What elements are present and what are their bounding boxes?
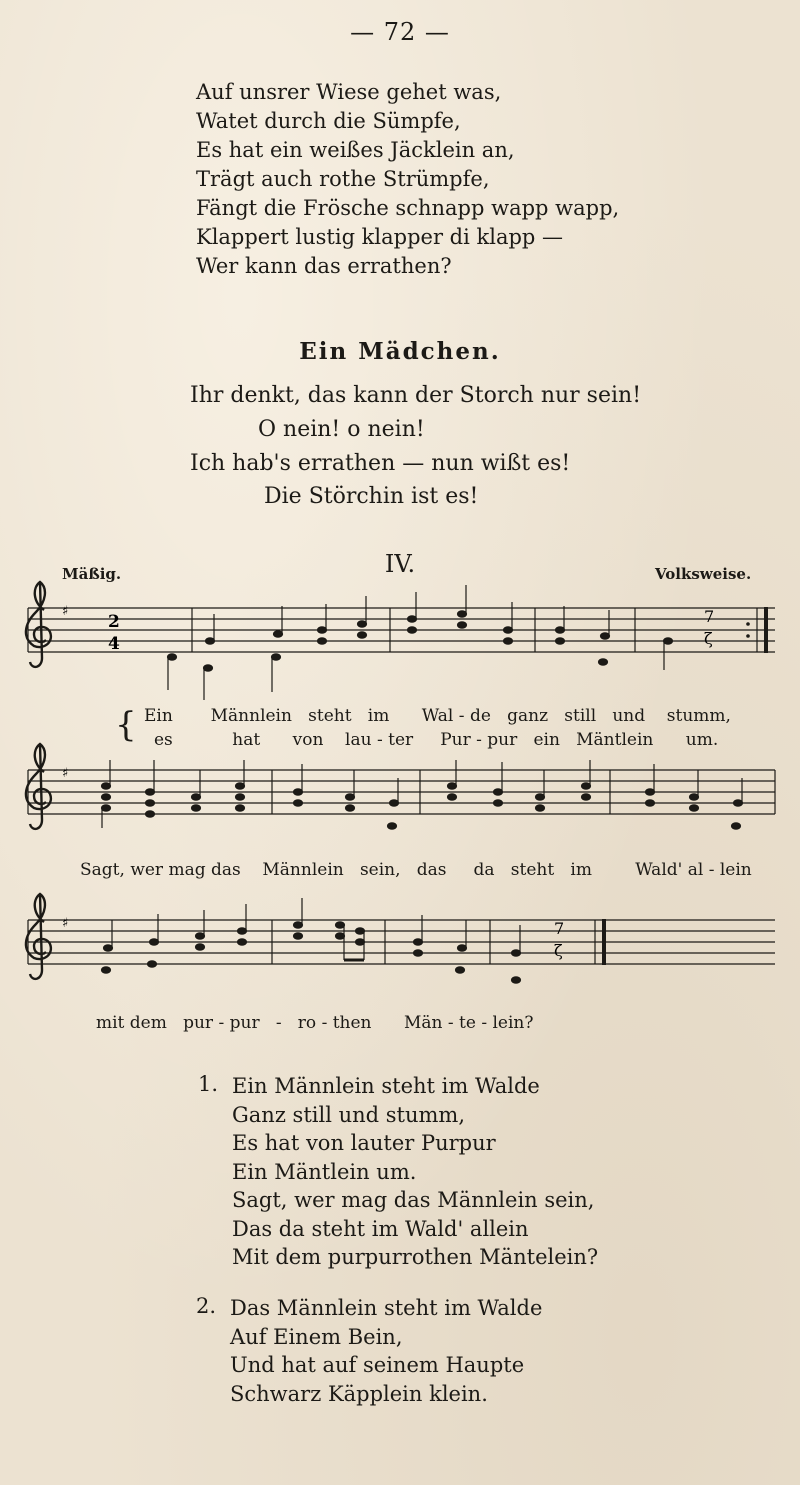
page-number: — 72 — [350, 18, 450, 46]
lyric-word: - [275, 1013, 282, 1033]
lyric-word: und [612, 706, 646, 726]
staff-3-notes [102, 898, 521, 983]
lyric-word: mag [168, 860, 206, 880]
quarter-rest-icon: ζ [704, 629, 713, 648]
lyric-word: ro [297, 1013, 317, 1033]
staff-1-notes [168, 585, 673, 700]
stanza-line: Auf Einem Bein, [230, 1324, 403, 1349]
eighth-rest-icon: 7 [704, 607, 715, 626]
stanza-line: Ein Mäntlein um. [232, 1159, 417, 1184]
poem-line: Auf unsrer Wiese gehet was, [196, 80, 502, 104]
lyric-word: Sagt, [80, 860, 125, 880]
stanza-line: Das da steht im Wald' allein [232, 1216, 529, 1241]
lyric-word: stumm, [666, 706, 731, 726]
lyric-word: lau [345, 730, 372, 750]
poem-line: Watet durch die Sümpfe, [196, 109, 461, 133]
lyric-word: ganz [507, 706, 549, 726]
lyric-word: steht [308, 706, 352, 726]
lyric-word: - [708, 860, 715, 880]
lyric-word: - [481, 1013, 488, 1033]
stanza-line: Ein Männlein steht im Walde [232, 1074, 540, 1098]
stanza-line: Sagt, wer mag das Männlein sein, [232, 1188, 595, 1212]
lyrics-verse-1 [144, 706, 731, 726]
lyric-word: dem [129, 1013, 167, 1033]
lyric-word: Wald' [635, 860, 683, 880]
key-sharp-icon: ♯ [62, 766, 69, 781]
lyric-word: hat [232, 730, 261, 750]
treble-clef-icon [26, 744, 51, 829]
lyric-word: mit [96, 1013, 125, 1033]
poem-line: Wer kann das errathen? [196, 254, 452, 278]
lyric-word: Wal [421, 706, 454, 726]
lyrics-line-2 [80, 860, 752, 880]
staff-1 [26, 582, 775, 700]
lyric-word: Ein [144, 706, 173, 726]
lyric-word: das [416, 860, 447, 880]
lyric-word: von [292, 730, 324, 750]
lyric-word: - [218, 1013, 225, 1033]
lyric-word: da [473, 860, 495, 880]
stanza-line: Es hat von lauter Purpur [232, 1131, 496, 1155]
lyrics-brace-icon: { [115, 705, 137, 745]
key-sharp-icon: ♯ [62, 604, 69, 619]
stanza-line: Und hat auf seinem Haupte [230, 1353, 525, 1377]
stanza-1 [232, 1072, 598, 1272]
riddle-line: Ich hab's errathen — nun wißt es! [190, 451, 571, 476]
lyric-word: - [376, 730, 383, 750]
lyric-word: de [469, 706, 491, 726]
staff-3 [26, 894, 775, 983]
lyric-word: Männlein [262, 860, 344, 880]
time-sig-top: 2 [108, 612, 120, 632]
riddle-line: Ihr denkt, das kann der Storch nur sein! [190, 383, 642, 408]
lyric-word: then [332, 1013, 372, 1033]
lyric-word: im [570, 860, 592, 880]
treble-clef-icon [26, 582, 51, 667]
lyric-word: um. [685, 730, 719, 750]
stanza-line: Das Männlein steht im Walde [230, 1296, 543, 1320]
lyric-word: al [687, 860, 704, 880]
poem-line: Trägt auch rothe Strümpfe, [196, 167, 490, 191]
lyric-word: lein [719, 860, 752, 880]
lyrics-line-3 [96, 1013, 533, 1033]
poem-line: Klappert lustig klapper di klapp — [196, 225, 564, 249]
key-sharp-icon: ♯ [62, 916, 69, 931]
song-number: IV. [384, 550, 416, 578]
lyric-word: steht [510, 860, 555, 880]
stanza-line: Ganz still und stumm, [232, 1102, 466, 1127]
stanza-1-number: 1. [198, 1072, 219, 1096]
lyric-word: im [367, 706, 390, 726]
lyric-word: es [154, 730, 173, 750]
lyric-word: - [458, 706, 465, 726]
section-title: Ein Mädchen. [299, 338, 501, 365]
lyric-word: ein [533, 730, 560, 750]
staff-2 [26, 744, 775, 829]
eighth-rest-icon: 7 [554, 919, 565, 938]
time-sig-bottom: 4 [108, 634, 120, 654]
stanza-line: Schwarz Käpplein klein. [230, 1381, 488, 1406]
lyric-word: wer [130, 860, 164, 880]
lyric-word: pur [487, 730, 518, 750]
lyric-word: - [321, 1013, 328, 1033]
lyric-word: ter [388, 730, 414, 750]
lyric-word: Pur [440, 730, 471, 750]
stanza-2 [230, 1294, 542, 1408]
poem-line: Es hat ein weißes Jäcklein an, [196, 138, 515, 162]
lyric-word: sein, [359, 860, 401, 880]
tempo-marking: Mäßig. [62, 565, 122, 583]
lyric-word: Mäntlein [576, 730, 654, 750]
riddle-line: O nein! o nein! [258, 417, 425, 442]
lyric-word: das [211, 860, 241, 880]
stanza-line: Mit dem purpurrothen Mäntelein? [232, 1245, 599, 1269]
lyric-word: te [459, 1013, 476, 1033]
quarter-rest-icon: ζ [554, 941, 563, 960]
lyric-word: lein? [492, 1013, 534, 1033]
lyric-word: still [564, 706, 597, 726]
stanza-2-number: 2. [196, 1294, 217, 1318]
lyric-word: pur [229, 1013, 260, 1033]
lyric-word: - [447, 1013, 454, 1033]
lyric-word: Männlein [210, 706, 292, 726]
treble-clef-icon [26, 894, 51, 979]
source-marking: Volksweise. [655, 565, 752, 583]
lyric-word: Män [403, 1013, 443, 1033]
riddle-line: Die Störchin ist es! [264, 484, 479, 509]
lyric-word: pur [183, 1013, 214, 1033]
poem-line: Fängt die Frösche schnapp wapp wapp, [196, 196, 620, 220]
lyric-word: - [476, 730, 482, 750]
lyrics-verse-2 [154, 730, 718, 750]
